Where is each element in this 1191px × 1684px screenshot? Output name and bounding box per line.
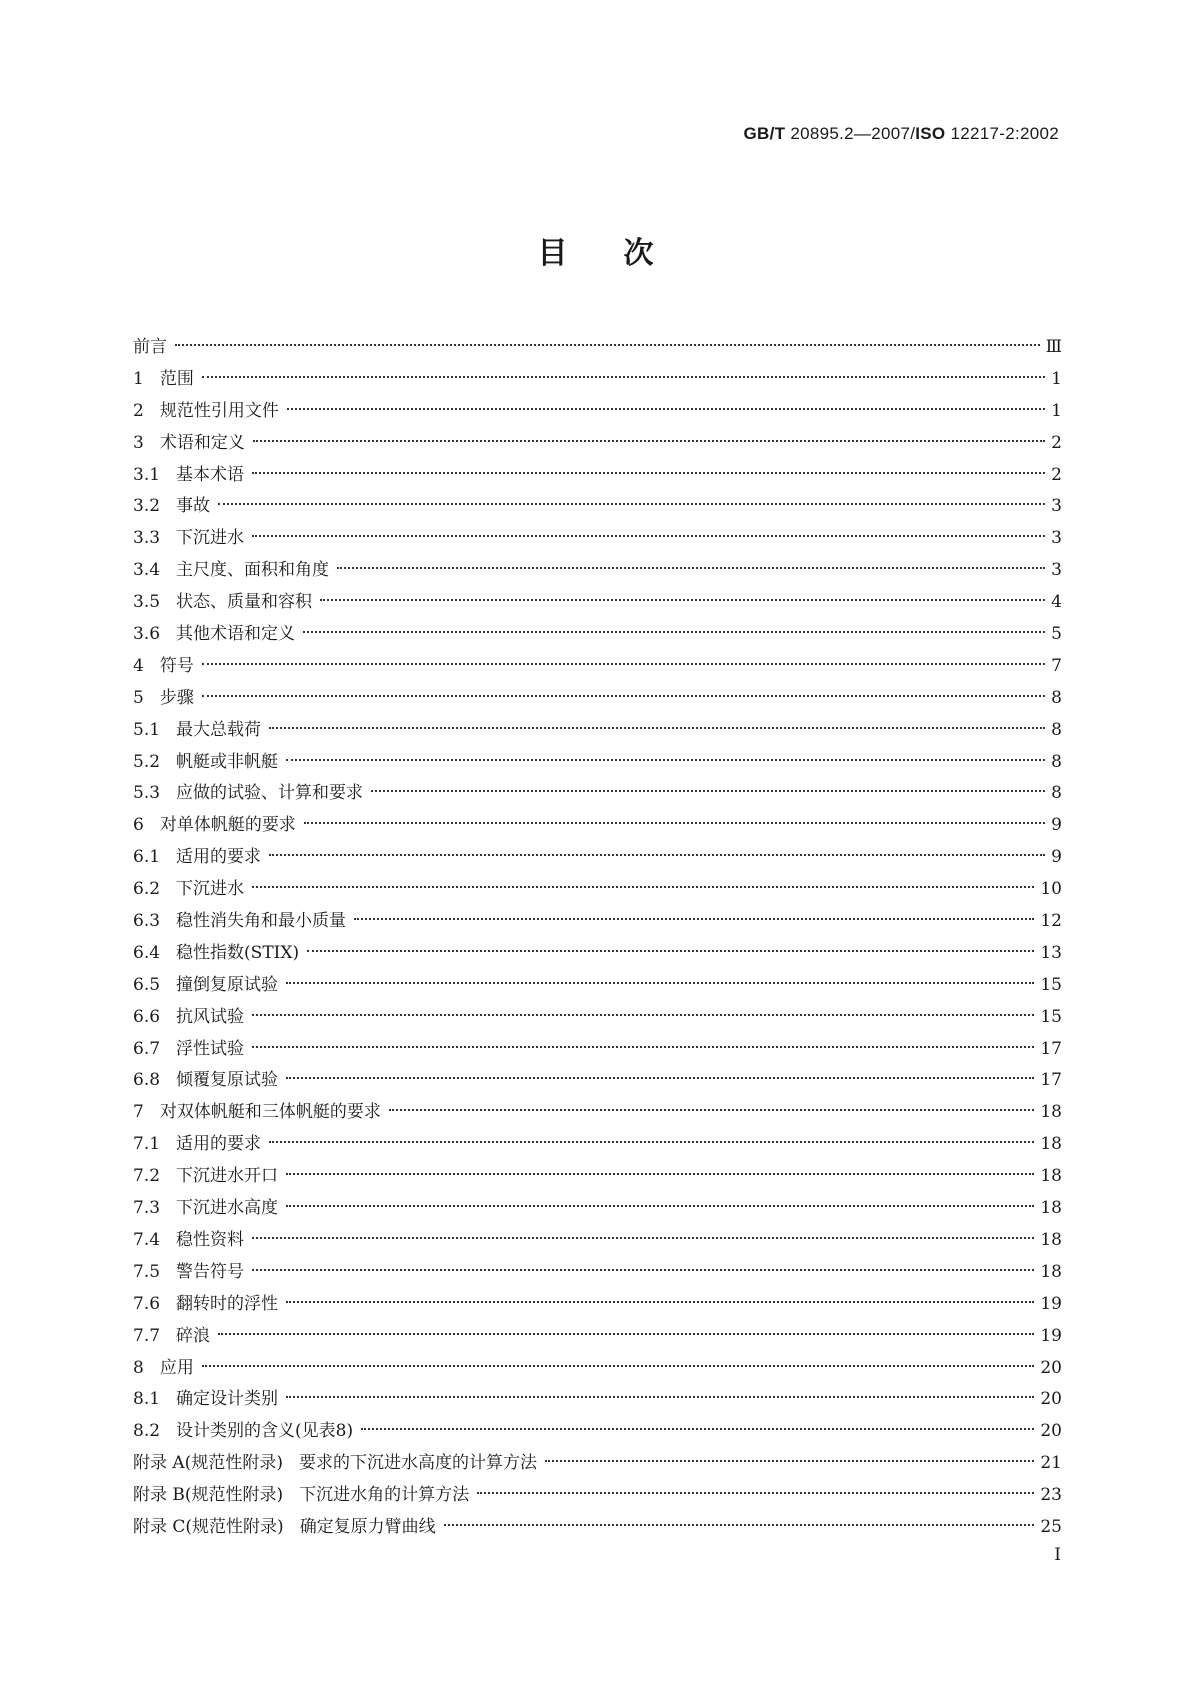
toc-entry[interactable] xyxy=(133,1384,1062,1416)
toc-entry-number: 3.1 xyxy=(133,464,161,485)
toc-entry[interactable] xyxy=(133,1097,1062,1129)
toc-leader-dots xyxy=(202,1364,1035,1367)
toc-entry[interactable] xyxy=(133,1512,1062,1544)
page-title: 目次 xyxy=(537,236,710,271)
toc-entry[interactable] xyxy=(133,1034,1062,1066)
table-of-contents xyxy=(133,332,1062,1544)
toc-entry-title: 下沉进水角的计算方法 xyxy=(299,1485,470,1506)
toc-entry-title: 状态、质量和容积 xyxy=(176,592,313,613)
toc-entry-page: 18 xyxy=(1040,1229,1062,1250)
toc-entry-page: 2 xyxy=(1051,432,1062,453)
toc-entry[interactable] xyxy=(133,1289,1062,1321)
toc-leader-dots xyxy=(361,1427,1034,1430)
iso-number: 12217-2:2002 xyxy=(945,124,1059,143)
toc-entry-page: 8 xyxy=(1051,751,1062,772)
toc-entry-title: 范围 xyxy=(159,368,194,389)
toc-leader-dots xyxy=(269,1140,1034,1143)
toc-leader-dots xyxy=(252,1013,1034,1016)
toc-entry[interactable] xyxy=(133,619,1062,651)
toc-entry[interactable] xyxy=(133,1321,1062,1353)
toc-entry[interactable] xyxy=(133,1353,1062,1385)
toc-entry[interactable] xyxy=(133,1129,1062,1161)
toc-entry-page: 20 xyxy=(1040,1357,1062,1378)
toc-entry-number: 6.1 xyxy=(133,847,161,868)
toc-entry-number: 7 xyxy=(133,1102,144,1123)
toc-leader-dots xyxy=(444,1523,1035,1526)
toc-entry-number: 6.3 xyxy=(133,911,161,932)
toc-entry-number: 附录 A(规范性附录) xyxy=(133,1453,283,1474)
toc-entry[interactable] xyxy=(133,460,1062,492)
toc-entry-title: 事故 xyxy=(176,496,211,517)
toc-entry-title: 下沉进水 xyxy=(176,879,245,900)
toc-entry-title: 适用的要求 xyxy=(176,847,262,868)
toc-leader-dots xyxy=(286,1300,1034,1303)
toc-entry-title: 警告符号 xyxy=(176,1261,245,1282)
toc-entry-page: 19 xyxy=(1040,1325,1062,1346)
standard-code-header xyxy=(744,124,1059,144)
standard-code-prefix: GB/T xyxy=(743,124,786,143)
toc-leader-dots xyxy=(269,853,1045,856)
toc-entry-title: 下沉进水 xyxy=(176,528,245,549)
toc-leader-dots xyxy=(371,789,1045,792)
toc-entry-title: 主尺度、面积和角度 xyxy=(176,560,330,581)
toc-entry-page: 3 xyxy=(1051,560,1062,581)
toc-leader-dots xyxy=(253,439,1045,442)
toc-entry-number: 2 xyxy=(133,400,144,421)
toc-leader-dots xyxy=(252,885,1034,888)
toc-entry-number: 1 xyxy=(133,368,144,389)
toc-entry-title: 稳性资料 xyxy=(176,1229,245,1250)
toc-entry-number: 5.2 xyxy=(133,751,161,772)
toc-entry-title: 术语和定义 xyxy=(159,432,245,453)
toc-entry-page: 25 xyxy=(1040,1516,1062,1537)
toc-entry-page: 17 xyxy=(1040,1038,1062,1059)
toc-entry-page: Ⅲ xyxy=(1045,337,1062,357)
toc-entry[interactable] xyxy=(133,1416,1062,1448)
toc-entry-title: 浮性试验 xyxy=(176,1038,245,1059)
toc-leader-dots xyxy=(389,1108,1035,1111)
toc-entry-title: 碎浪 xyxy=(176,1325,211,1346)
toc-entry-page: 3 xyxy=(1051,496,1062,517)
toc-entry[interactable] xyxy=(133,1448,1062,1480)
toc-leader-dots xyxy=(286,758,1045,761)
toc-leader-dots xyxy=(477,1491,1034,1494)
toc-entry-number: 8.1 xyxy=(133,1389,161,1410)
toc-entry-title: 基本术语 xyxy=(176,464,245,485)
toc-entry-page: 21 xyxy=(1040,1453,1062,1474)
toc-entry-number: 7.1 xyxy=(133,1134,161,1155)
toc-leader-dots xyxy=(252,1045,1034,1048)
toc-entry-title: 前言 xyxy=(133,337,167,357)
toc-entry-number: 8.2 xyxy=(133,1421,161,1442)
toc-entry-title: 其他术语和定义 xyxy=(176,624,296,645)
toc-entry-page: 5 xyxy=(1051,624,1062,645)
toc-entry-title: 对单体帆艇的要求 xyxy=(159,815,296,836)
toc-entry-page: 7 xyxy=(1051,655,1062,676)
toc-leader-dots xyxy=(202,694,1045,697)
toc-entry-number: 8 xyxy=(133,1357,144,1378)
toc-leader-dots xyxy=(304,821,1045,824)
toc-entry-title: 倾覆复原试验 xyxy=(176,1070,279,1091)
toc-entry-title: 下沉进水开口 xyxy=(176,1166,279,1187)
toc-leader-dots xyxy=(218,502,1045,505)
toc-entry-page: 13 xyxy=(1040,942,1062,963)
toc-entry-number: 6.8 xyxy=(133,1070,161,1091)
toc-leader-dots xyxy=(286,1204,1034,1207)
toc-entry-number: 7.7 xyxy=(133,1325,161,1346)
toc-entry-title: 设计类别的含义(见表8) xyxy=(176,1421,354,1442)
toc-entry[interactable] xyxy=(133,747,1062,779)
toc-entry[interactable] xyxy=(133,491,1062,523)
toc-leader-dots xyxy=(286,1076,1034,1079)
toc-entry[interactable] xyxy=(133,1257,1062,1289)
toc-entry-page: 1 xyxy=(1051,368,1062,389)
iso-prefix: ISO xyxy=(915,124,946,143)
toc-entry-number: 7.3 xyxy=(133,1198,161,1219)
toc-leader-dots xyxy=(202,375,1045,378)
toc-entry-title: 下沉进水高度 xyxy=(176,1198,279,1219)
toc-entry-page: 18 xyxy=(1040,1134,1062,1155)
page-number: I xyxy=(1054,1545,1061,1565)
toc-entry-number: 附录 B(规范性附录) xyxy=(133,1485,284,1506)
toc-leader-dots xyxy=(252,471,1045,474)
toc-entry-page: 2 xyxy=(1051,464,1062,485)
toc-leader-dots xyxy=(218,1332,1034,1335)
toc-entry[interactable] xyxy=(133,1225,1062,1257)
toc-entry-title: 撞倒复原试验 xyxy=(176,974,279,995)
toc-entry-page: 1 xyxy=(1051,400,1062,421)
toc-entry[interactable] xyxy=(133,970,1062,1002)
toc-entry-title: 对双体帆艇和三体帆艇的要求 xyxy=(159,1102,381,1123)
toc-entry-title: 稳性指数(STIX) xyxy=(176,942,300,963)
toc-entry[interactable] xyxy=(133,810,1062,842)
toc-leader-dots xyxy=(252,1236,1034,1239)
toc-entry[interactable] xyxy=(133,364,1062,396)
toc-entry-page: 19 xyxy=(1040,1293,1062,1314)
toc-entry-title: 最大总载荷 xyxy=(176,719,262,740)
toc-entry-page: 23 xyxy=(1040,1485,1062,1506)
toc-entry[interactable] xyxy=(133,874,1062,906)
toc-entry-number: 6.5 xyxy=(133,974,161,995)
toc-leader-dots xyxy=(545,1459,1034,1462)
toc-entry[interactable] xyxy=(133,683,1062,715)
toc-entry[interactable] xyxy=(133,1193,1062,1225)
toc-entry-page: 15 xyxy=(1040,1006,1062,1027)
toc-entry[interactable] xyxy=(133,906,1062,938)
toc-entry[interactable] xyxy=(133,1161,1062,1193)
toc-entry-title: 确定复原力臂曲线 xyxy=(299,1516,436,1537)
toc-leader-dots xyxy=(269,726,1045,729)
toc-entry[interactable] xyxy=(133,1480,1062,1512)
toc-entry-title: 翻转时的浮性 xyxy=(176,1293,279,1314)
toc-entry-number: 6.4 xyxy=(133,942,161,963)
toc-entry-number: 7.2 xyxy=(133,1166,161,1187)
toc-entry-page: 12 xyxy=(1040,911,1062,932)
toc-leader-dots xyxy=(252,1268,1034,1271)
toc-entry[interactable] xyxy=(133,1002,1062,1034)
toc-entry-page: 17 xyxy=(1040,1070,1062,1091)
toc-entry-title: 要求的下沉进水高度的计算方法 xyxy=(298,1453,537,1474)
toc-entry-page: 8 xyxy=(1051,719,1062,740)
toc-entry-page: 9 xyxy=(1051,815,1062,836)
toc-entry-title: 应做的试验、计算和要求 xyxy=(176,783,364,804)
toc-entry[interactable] xyxy=(133,842,1062,874)
toc-entry-title: 符号 xyxy=(159,655,194,676)
toc-entry-title: 抗风试验 xyxy=(176,1006,245,1027)
toc-entry-page: 20 xyxy=(1040,1421,1062,1442)
toc-leader-dots xyxy=(307,949,1034,952)
toc-entry[interactable] xyxy=(133,715,1062,747)
toc-leader-dots xyxy=(286,1172,1034,1175)
toc-entry-number: 3.5 xyxy=(133,592,161,613)
toc-entry-title: 稳性消失角和最小质量 xyxy=(176,911,347,932)
toc-entry[interactable] xyxy=(133,1065,1062,1097)
toc-entry-number: 3.6 xyxy=(133,624,161,645)
toc-entry-number: 3.2 xyxy=(133,496,161,517)
toc-entry-page: 10 xyxy=(1040,879,1062,900)
toc-entry-page: 18 xyxy=(1040,1102,1062,1123)
toc-entry[interactable] xyxy=(133,778,1062,810)
toc-entry-number: 7.6 xyxy=(133,1293,161,1314)
toc-leader-dots xyxy=(286,1395,1034,1398)
toc-entry-page: 8 xyxy=(1051,687,1062,708)
toc-entry-title: 应用 xyxy=(159,1357,194,1378)
toc-entry-number: 7.5 xyxy=(133,1261,161,1282)
toc-entry-number: 7.4 xyxy=(133,1229,161,1250)
toc-leader-dots xyxy=(286,981,1034,984)
toc-entry-page: 4 xyxy=(1051,592,1062,613)
toc-entry-page: 18 xyxy=(1040,1166,1062,1187)
toc-entry-page: 8 xyxy=(1051,783,1062,804)
toc-leader-dots xyxy=(287,407,1045,410)
toc-entry[interactable] xyxy=(133,651,1062,683)
toc-leader-dots xyxy=(175,343,1040,346)
toc-entry-number: 附录 C(规范性附录) xyxy=(133,1516,284,1537)
toc-entry-page: 3 xyxy=(1051,528,1062,549)
toc-leader-dots xyxy=(202,662,1045,665)
toc-entry[interactable] xyxy=(133,555,1062,587)
toc-leader-dots xyxy=(337,566,1045,569)
toc-entry[interactable] xyxy=(133,938,1062,970)
toc-entry-number: 6.6 xyxy=(133,1006,161,1027)
toc-entry[interactable] xyxy=(133,396,1062,428)
toc-entry[interactable] xyxy=(133,428,1062,460)
toc-entry-number: 6 xyxy=(133,815,144,836)
toc-entry-page: 9 xyxy=(1051,847,1062,868)
toc-entry-number: 4 xyxy=(133,655,144,676)
toc-entry[interactable] xyxy=(133,587,1062,619)
toc-entry-title: 确定设计类别 xyxy=(176,1389,279,1410)
toc-entry-page: 20 xyxy=(1040,1389,1062,1410)
toc-entry-number: 5.3 xyxy=(133,783,161,804)
toc-entry-number: 3 xyxy=(133,432,144,453)
toc-entry-title: 步骤 xyxy=(159,687,194,708)
toc-leader-dots xyxy=(303,630,1045,633)
toc-entry[interactable] xyxy=(133,523,1062,555)
toc-entry-title: 规范性引用文件 xyxy=(159,400,279,421)
toc-leader-dots xyxy=(354,917,1034,920)
toc-entry-title: 帆艇或非帆艇 xyxy=(176,751,279,772)
toc-leader-dots xyxy=(252,534,1045,537)
toc-entry-number: 5.1 xyxy=(133,719,161,740)
toc-entry[interactable] xyxy=(133,332,1062,364)
toc-entry-page: 18 xyxy=(1040,1261,1062,1282)
toc-entry-number: 3.4 xyxy=(133,560,161,581)
toc-entry-page: 15 xyxy=(1040,974,1062,995)
toc-entry-number: 3.3 xyxy=(133,528,161,549)
toc-leader-dots xyxy=(320,598,1045,601)
toc-entry-title: 适用的要求 xyxy=(176,1134,262,1155)
toc-entry-number: 5 xyxy=(133,687,144,708)
toc-entry-number: 6.2 xyxy=(133,879,161,900)
toc-entry-number: 6.7 xyxy=(133,1038,161,1059)
standard-code-number: 20895.2—2007/ xyxy=(785,124,916,143)
toc-entry-page: 18 xyxy=(1040,1198,1062,1219)
